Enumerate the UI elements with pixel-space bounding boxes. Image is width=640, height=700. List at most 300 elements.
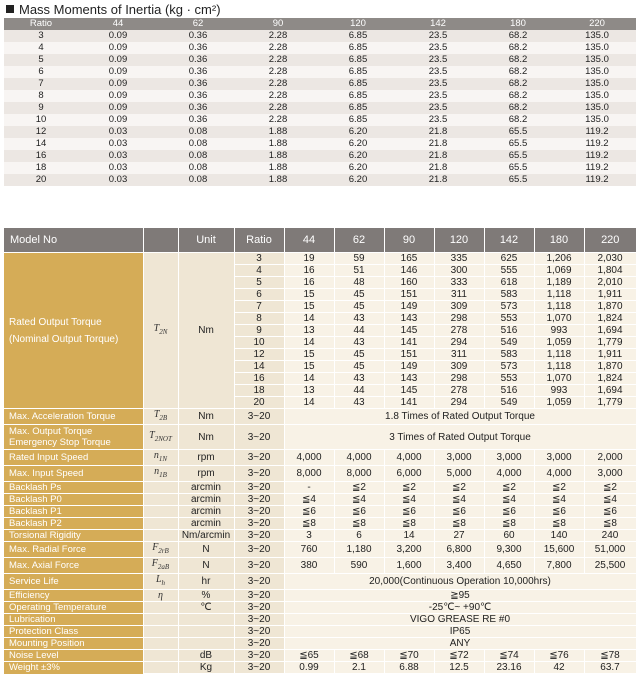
- service-life-row: [4, 574, 636, 590]
- rated-output-torque-label-line1: Rated Output Torque: [9, 316, 102, 328]
- inertia-value-cell: 0.09: [78, 102, 158, 114]
- inertia-value-cell: 6.85: [318, 114, 398, 126]
- protection-class-value: IP65: [284, 626, 636, 638]
- backlash-p2-value-cell: ≦8: [584, 518, 636, 530]
- square-bullet-icon: [6, 5, 14, 13]
- header-model-62: 62: [334, 228, 384, 253]
- max-axial-force-symbol: [143, 558, 178, 574]
- backlash-ps-value-cell: ≦2: [534, 482, 584, 494]
- inertia-row: [4, 114, 636, 126]
- torsional-rigidity-label: Torsional Rigidity: [4, 530, 143, 542]
- torque-value-cell: 1,804: [584, 265, 636, 277]
- inertia-value-cell: 68.2: [478, 66, 558, 78]
- torque-value-cell: 583: [484, 289, 534, 301]
- torque-value-cell: 1,069: [534, 265, 584, 277]
- backlash-p2-value-cell: ≦8: [334, 518, 384, 530]
- protection-class-ratio: 3~20: [234, 626, 284, 638]
- efficiency-symbol: [143, 590, 178, 602]
- lubrication-label: Lubrication: [4, 614, 143, 626]
- torque-value-cell: 45: [334, 301, 384, 313]
- backlash-ps-value-cell: ≦2: [484, 482, 534, 494]
- inertia-value-cell: 68.2: [478, 114, 558, 126]
- backlash-p0-unit: arcmin: [178, 494, 234, 506]
- service-life-value: 20,000(Continuous Operation 10,000hrs): [284, 574, 636, 590]
- torsional-rigidity-value-cell: 240: [584, 530, 636, 542]
- backlash-p1-value-cell: ≦6: [534, 506, 584, 518]
- operating-temperature-ratio: 3~20: [234, 602, 284, 614]
- spec-header-row: [4, 228, 636, 253]
- torque-value-cell: 160: [384, 277, 434, 289]
- max-input-speed-value-cell: 5,000: [434, 466, 484, 482]
- max-acceleration-torque-label: Max. Acceleration Torque: [4, 409, 143, 425]
- noise-level-value-cell: ≦65: [284, 650, 334, 662]
- rated-input-speed-row: [4, 450, 636, 466]
- inertia-value-cell: 0.08: [158, 126, 238, 138]
- inertia-ratio-cell: 18: [4, 162, 78, 174]
- inertia-value-cell: 0.03: [78, 174, 158, 186]
- inertia-value-cell: 23.5: [398, 30, 478, 42]
- inertia-value-cell: 68.2: [478, 102, 558, 114]
- torque-value-cell: 43: [334, 397, 384, 409]
- torque-value-cell: 1,118: [534, 361, 584, 373]
- max-input-speed-value-cell: 6,000: [384, 466, 434, 482]
- noise-level-value-cell: ≦78: [584, 650, 636, 662]
- symbol-subscript: 2NOT: [154, 434, 172, 443]
- noise-level-symbol: [143, 650, 178, 662]
- max-input-speed-unit: rpm: [178, 466, 234, 482]
- weight-3-value-cell: 2.1: [334, 662, 384, 674]
- backlash-p0-value-cell: ≦4: [484, 494, 534, 506]
- section-title: [6, 2, 221, 18]
- torque-value-cell: 2,010: [584, 277, 636, 289]
- backlash-p0-value-cell: ≦4: [334, 494, 384, 506]
- torque-value-cell: 15: [284, 361, 334, 373]
- inertia-header-model: 220: [558, 18, 636, 30]
- torque-value-cell: 15: [284, 289, 334, 301]
- weight-3-row: [4, 662, 636, 674]
- max-axial-force-value-cell: 25,500: [584, 558, 636, 574]
- backlash-p0-value-cell: ≦4: [534, 494, 584, 506]
- inertia-row: [4, 150, 636, 162]
- torque-value-cell: 43: [334, 313, 384, 325]
- torque-value-cell: 1,118: [534, 289, 584, 301]
- backlash-p2-value-cell: ≦8: [484, 518, 534, 530]
- inertia-value-cell: 0.36: [158, 90, 238, 102]
- backlash-p2-value-cell: ≦8: [284, 518, 334, 530]
- torque-ratio-cell: 8: [234, 313, 284, 325]
- backlash-p1-value-cell: ≦6: [384, 506, 434, 518]
- inertia-value-cell: 0.03: [78, 126, 158, 138]
- torque-value-cell: 1,824: [584, 373, 636, 385]
- operating-temperature-value: -25℃~ +90℃: [284, 602, 636, 614]
- torque-ratio-cell: 9: [234, 325, 284, 337]
- mounting-position-label: Mounting Position: [4, 638, 143, 650]
- inertia-ratio-cell: 3: [4, 30, 78, 42]
- torque-value-cell: 19: [284, 253, 334, 265]
- inertia-value-cell: 2.28: [238, 102, 318, 114]
- torque-value-cell: 298: [434, 313, 484, 325]
- efficiency-value: ≧95: [284, 590, 636, 602]
- inertia-value-cell: 2.28: [238, 42, 318, 54]
- torque-value-cell: 44: [334, 325, 384, 337]
- torque-value-cell: 573: [484, 301, 534, 313]
- service-life-symbol: [143, 574, 178, 590]
- rated-input-speed-value-cell: 3,000: [534, 450, 584, 466]
- rated-input-speed-value-cell: 3,000: [434, 450, 484, 466]
- inertia-row: [4, 30, 636, 42]
- inertia-body: [4, 30, 636, 186]
- max-output-torque-unit: Nm: [178, 425, 234, 450]
- inertia-ratio-cell: 7: [4, 78, 78, 90]
- torque-value-cell: 333: [434, 277, 484, 289]
- weight-3-unit: Kg: [178, 662, 234, 674]
- torque-value-cell: 294: [434, 337, 484, 349]
- inertia-header-model: 62: [158, 18, 238, 30]
- inertia-value-cell: 135.0: [558, 30, 636, 42]
- torque-value-cell: 2,030: [584, 253, 636, 265]
- noise-level-label: Noise Level: [4, 650, 143, 662]
- torque-value-cell: 44: [334, 385, 384, 397]
- service-life-label: Service Life: [4, 574, 143, 590]
- inertia-ratio-cell: 9: [4, 102, 78, 114]
- max-axial-force-value-cell: 7,800: [534, 558, 584, 574]
- protection-class-label: Protection Class: [4, 626, 143, 638]
- torque-value-cell: 583: [484, 349, 534, 361]
- symbol-base: T: [149, 429, 155, 441]
- inertia-value-cell: 23.5: [398, 114, 478, 126]
- noise-level-value-cell: ≦70: [384, 650, 434, 662]
- torque-value-cell: 555: [484, 265, 534, 277]
- inertia-value-cell: 0.09: [78, 30, 158, 42]
- inertia-value-cell: 6.85: [318, 66, 398, 78]
- symbol-base: η: [158, 590, 163, 601]
- inertia-row: [4, 138, 636, 150]
- max-input-speed-value-cell: 8,000: [284, 466, 334, 482]
- rated-input-speed-unit: rpm: [178, 450, 234, 466]
- torque-ratio-cell: 7: [234, 301, 284, 313]
- inertia-ratio-cell: 4: [4, 42, 78, 54]
- torque-value-cell: 298: [434, 373, 484, 385]
- inertia-value-cell: 65.5: [478, 126, 558, 138]
- symbol-subscript: 2N: [159, 328, 168, 336]
- backlash-p1-unit: arcmin: [178, 506, 234, 518]
- inertia-row: [4, 42, 636, 54]
- operating-temperature-symbol: [143, 602, 178, 614]
- rated-output-torque-label: [4, 253, 143, 409]
- torque-value-cell: 1,870: [584, 361, 636, 373]
- inertia-ratio-cell: 16: [4, 150, 78, 162]
- torque-value-cell: 145: [384, 325, 434, 337]
- inertia-header-model: 44: [78, 18, 158, 30]
- max-input-speed-label: Max. Input Speed: [4, 466, 143, 482]
- max-output-torque-symbol: [143, 425, 178, 450]
- backlash-ps-value-cell: ≦2: [334, 482, 384, 494]
- rated-output-torque-unit: Nm: [178, 253, 234, 409]
- backlash-ps-unit: arcmin: [178, 482, 234, 494]
- efficiency-unit: %: [178, 590, 234, 602]
- symbol-subscript: h: [161, 579, 166, 587]
- backlash-p1-value-cell: ≦6: [434, 506, 484, 518]
- symbol-subscript: 1B: [159, 471, 167, 479]
- mounting-position-ratio: 3~20: [234, 638, 284, 650]
- inertia-row: [4, 66, 636, 78]
- protection-class-row: [4, 626, 636, 638]
- inertia-value-cell: 0.09: [78, 54, 158, 66]
- max-acceleration-torque-symbol: [143, 409, 178, 425]
- symbol-subscript: 2aB: [157, 563, 170, 571]
- symbol-base: F: [152, 542, 159, 553]
- protection-class-symbol: [143, 626, 178, 638]
- torque-value-cell: 151: [384, 289, 434, 301]
- torsional-rigidity-ratio: 3~20: [234, 530, 284, 542]
- max-acceleration-torque-ratio: 3~20: [234, 409, 284, 425]
- inertia-value-cell: 68.2: [478, 54, 558, 66]
- inertia-value-cell: 2.28: [238, 90, 318, 102]
- inertia-row: [4, 174, 636, 186]
- inertia-value-cell: 0.08: [158, 150, 238, 162]
- torque-value-cell: 45: [334, 361, 384, 373]
- torque-value-cell: 516: [484, 325, 534, 337]
- torque-value-cell: 300: [434, 265, 484, 277]
- inertia-ratio-cell: 6: [4, 66, 78, 78]
- mounting-position-row: [4, 638, 636, 650]
- inertia-value-cell: 0.36: [158, 30, 238, 42]
- operating-temperature-row: [4, 602, 636, 614]
- backlash-p2-unit: arcmin: [178, 518, 234, 530]
- max-output-torque-row: [4, 425, 636, 450]
- torque-value-cell: 1,911: [584, 349, 636, 361]
- inertia-row: [4, 54, 636, 66]
- inertia-header-row: [4, 18, 636, 30]
- torque-ratio-cell: 20: [234, 397, 284, 409]
- torque-value-cell: 618: [484, 277, 534, 289]
- max-axial-force-value-cell: 3,400: [434, 558, 484, 574]
- torsional-rigidity-row: [4, 530, 636, 542]
- torque-value-cell: 1,911: [584, 289, 636, 301]
- rated-input-speed-value-cell: 4,000: [284, 450, 334, 466]
- inertia-value-cell: 119.2: [558, 162, 636, 174]
- inertia-row: [4, 102, 636, 114]
- inertia-value-cell: 23.5: [398, 54, 478, 66]
- backlash-p1-symbol: [143, 506, 178, 518]
- mounting-position-unit: [178, 638, 234, 650]
- inertia-value-cell: 135.0: [558, 78, 636, 90]
- operating-temperature-label: Operating Temperature: [4, 602, 143, 614]
- inertia-value-cell: 2.28: [238, 66, 318, 78]
- backlash-p0-value-cell: ≦4: [284, 494, 334, 506]
- torque-value-cell: 553: [484, 373, 534, 385]
- backlash-ps-label: Backlash Ps: [4, 482, 143, 494]
- torque-value-cell: 43: [334, 337, 384, 349]
- backlash-p2-row: [4, 518, 636, 530]
- max-axial-force-value-cell: 4,650: [484, 558, 534, 574]
- inertia-value-cell: 0.03: [78, 150, 158, 162]
- noise-level-value-cell: ≦72: [434, 650, 484, 662]
- torque-value-cell: 549: [484, 397, 534, 409]
- inertia-value-cell: 0.08: [158, 138, 238, 150]
- torsional-rigidity-value-cell: 60: [484, 530, 534, 542]
- max-output-torque-label: [4, 425, 143, 450]
- inertia-value-cell: 119.2: [558, 150, 636, 162]
- torque-value-cell: 146: [384, 265, 434, 277]
- inertia-value-cell: 65.5: [478, 150, 558, 162]
- inertia-value-cell: 21.8: [398, 150, 478, 162]
- torque-value-cell: 15: [284, 349, 334, 361]
- weight-3-value-cell: 63.7: [584, 662, 636, 674]
- rated-input-speed-value-cell: 4,000: [384, 450, 434, 466]
- max-axial-force-value-cell: 380: [284, 558, 334, 574]
- inertia-ratio-cell: 20: [4, 174, 78, 186]
- inertia-value-cell: 6.85: [318, 30, 398, 42]
- backlash-p1-value-cell: ≦6: [284, 506, 334, 518]
- max-radial-force-value-cell: 1,180: [334, 542, 384, 558]
- torque-value-cell: 294: [434, 397, 484, 409]
- header-model-no: Model No: [4, 228, 143, 253]
- torque-value-cell: 51: [334, 265, 384, 277]
- torque-value-cell: 1,070: [534, 313, 584, 325]
- symbol-subscript: 2rB: [158, 547, 169, 555]
- torque-value-cell: 1,059: [534, 397, 584, 409]
- backlash-p2-value-cell: ≦8: [434, 518, 484, 530]
- max-axial-force-ratio: 3~20: [234, 558, 284, 574]
- max-radial-force-symbol: [143, 542, 178, 558]
- rated-output-torque-symbol: [143, 253, 178, 409]
- max-axial-force-unit: N: [178, 558, 234, 574]
- inertia-value-cell: 0.09: [78, 90, 158, 102]
- torque-value-cell: 278: [434, 385, 484, 397]
- torsional-rigidity-value-cell: 3: [284, 530, 334, 542]
- max-acceleration-torque-row: [4, 409, 636, 425]
- inertia-value-cell: 65.5: [478, 162, 558, 174]
- weight-3-value-cell: 6.88: [384, 662, 434, 674]
- backlash-p2-ratio: 3~20: [234, 518, 284, 530]
- backlash-ps-value-cell: ≦2: [584, 482, 636, 494]
- torque-value-cell: 14: [284, 373, 334, 385]
- rated-input-speed-value-cell: 4,000: [334, 450, 384, 466]
- inertia-ratio-cell: 14: [4, 138, 78, 150]
- torque-value-cell: 143: [384, 373, 434, 385]
- spec-body: [4, 253, 636, 674]
- spec-table: [4, 228, 637, 674]
- weight-3-value-cell: 23.16: [484, 662, 534, 674]
- inertia-value-cell: 0.09: [78, 42, 158, 54]
- max-radial-force-label: Max. Radial Force: [4, 542, 143, 558]
- torque-value-cell: 149: [384, 301, 434, 313]
- inertia-value-cell: 0.03: [78, 162, 158, 174]
- inertia-value-cell: 1.88: [238, 150, 318, 162]
- inertia-value-cell: 135.0: [558, 42, 636, 54]
- inertia-header-model: 142: [398, 18, 478, 30]
- torque-value-cell: 573: [484, 361, 534, 373]
- lubrication-ratio: 3~20: [234, 614, 284, 626]
- inertia-row: [4, 78, 636, 90]
- max-radial-force-ratio: 3~20: [234, 542, 284, 558]
- inertia-value-cell: 135.0: [558, 102, 636, 114]
- torque-value-cell: 993: [534, 385, 584, 397]
- noise-level-value-cell: ≦76: [534, 650, 584, 662]
- weight-3-value-cell: 0.99: [284, 662, 334, 674]
- inertia-value-cell: 21.8: [398, 138, 478, 150]
- inertia-value-cell: 68.2: [478, 42, 558, 54]
- backlash-p1-row: [4, 506, 636, 518]
- inertia-header-model: 90: [238, 18, 318, 30]
- max-acceleration-torque-unit: Nm: [178, 409, 234, 425]
- backlash-p0-ratio: 3~20: [234, 494, 284, 506]
- inertia-value-cell: 2.28: [238, 54, 318, 66]
- torque-value-cell: 45: [334, 289, 384, 301]
- torsional-rigidity-value-cell: 14: [384, 530, 434, 542]
- inertia-value-cell: 21.8: [398, 162, 478, 174]
- torque-ratio-cell: 3: [234, 253, 284, 265]
- inertia-value-cell: 6.85: [318, 78, 398, 90]
- torsional-rigidity-value-cell: 140: [534, 530, 584, 542]
- rated-input-speed-symbol: [143, 450, 178, 466]
- service-life-unit: hr: [178, 574, 234, 590]
- service-life-ratio: 3~20: [234, 574, 284, 590]
- max-axial-force-value-cell: 590: [334, 558, 384, 574]
- backlash-p2-value-cell: ≦8: [384, 518, 434, 530]
- torque-ratio-cell: 10: [234, 337, 284, 349]
- section-title-text: Mass Moments of Inertia (kg · cm²): [19, 2, 221, 17]
- backlash-p1-value-cell: ≦6: [334, 506, 384, 518]
- backlash-p0-label: Backlash P0: [4, 494, 143, 506]
- symbol-base: n: [153, 450, 159, 461]
- symbol-base: n: [154, 466, 160, 477]
- backlash-p0-value-cell: ≦4: [434, 494, 484, 506]
- inertia-value-cell: 0.36: [158, 42, 238, 54]
- torque-ratio-cell: 6: [234, 289, 284, 301]
- operating-temperature-unit: ℃: [178, 602, 234, 614]
- torque-value-cell: 311: [434, 289, 484, 301]
- max-axial-force-label: Max. Axial Force: [4, 558, 143, 574]
- torque-value-cell: 16: [284, 277, 334, 289]
- inertia-value-cell: 21.8: [398, 126, 478, 138]
- inertia-value-cell: 65.5: [478, 174, 558, 186]
- torque-ratio-cell: 18: [234, 385, 284, 397]
- backlash-ps-ratio: 3~20: [234, 482, 284, 494]
- inertia-value-cell: 2.28: [238, 30, 318, 42]
- torque-value-cell: 13: [284, 385, 334, 397]
- torsional-rigidity-unit: Nm/arcmin: [178, 530, 234, 542]
- backlash-p2-symbol: [143, 518, 178, 530]
- torque-value-cell: 145: [384, 385, 434, 397]
- efficiency-ratio: 3~20: [234, 590, 284, 602]
- max-output-torque-ratio: 3~20: [234, 425, 284, 450]
- inertia-value-cell: 135.0: [558, 114, 636, 126]
- torque-value-cell: 165: [384, 253, 434, 265]
- inertia-value-cell: 135.0: [558, 66, 636, 78]
- inertia-header-ratio: Ratio: [4, 18, 78, 30]
- torque-value-cell: 309: [434, 361, 484, 373]
- torsional-rigidity-value-cell: 27: [434, 530, 484, 542]
- noise-level-value-cell: ≦68: [334, 650, 384, 662]
- lubrication-unit: [178, 614, 234, 626]
- torque-value-cell: 16: [284, 265, 334, 277]
- inertia-value-cell: 6.85: [318, 42, 398, 54]
- header-unit: Unit: [178, 228, 234, 253]
- inertia-value-cell: 0.08: [158, 162, 238, 174]
- inertia-row: [4, 162, 636, 174]
- inertia-value-cell: 0.09: [78, 114, 158, 126]
- inertia-value-cell: 0.03: [78, 138, 158, 150]
- inertia-value-cell: 2.28: [238, 78, 318, 90]
- lubrication-symbol: [143, 614, 178, 626]
- backlash-p0-value-cell: ≦4: [384, 494, 434, 506]
- torque-value-cell: 309: [434, 301, 484, 313]
- inertia-value-cell: 68.2: [478, 90, 558, 102]
- torque-value-cell: 1,779: [584, 397, 636, 409]
- torque-value-cell: 1,189: [534, 277, 584, 289]
